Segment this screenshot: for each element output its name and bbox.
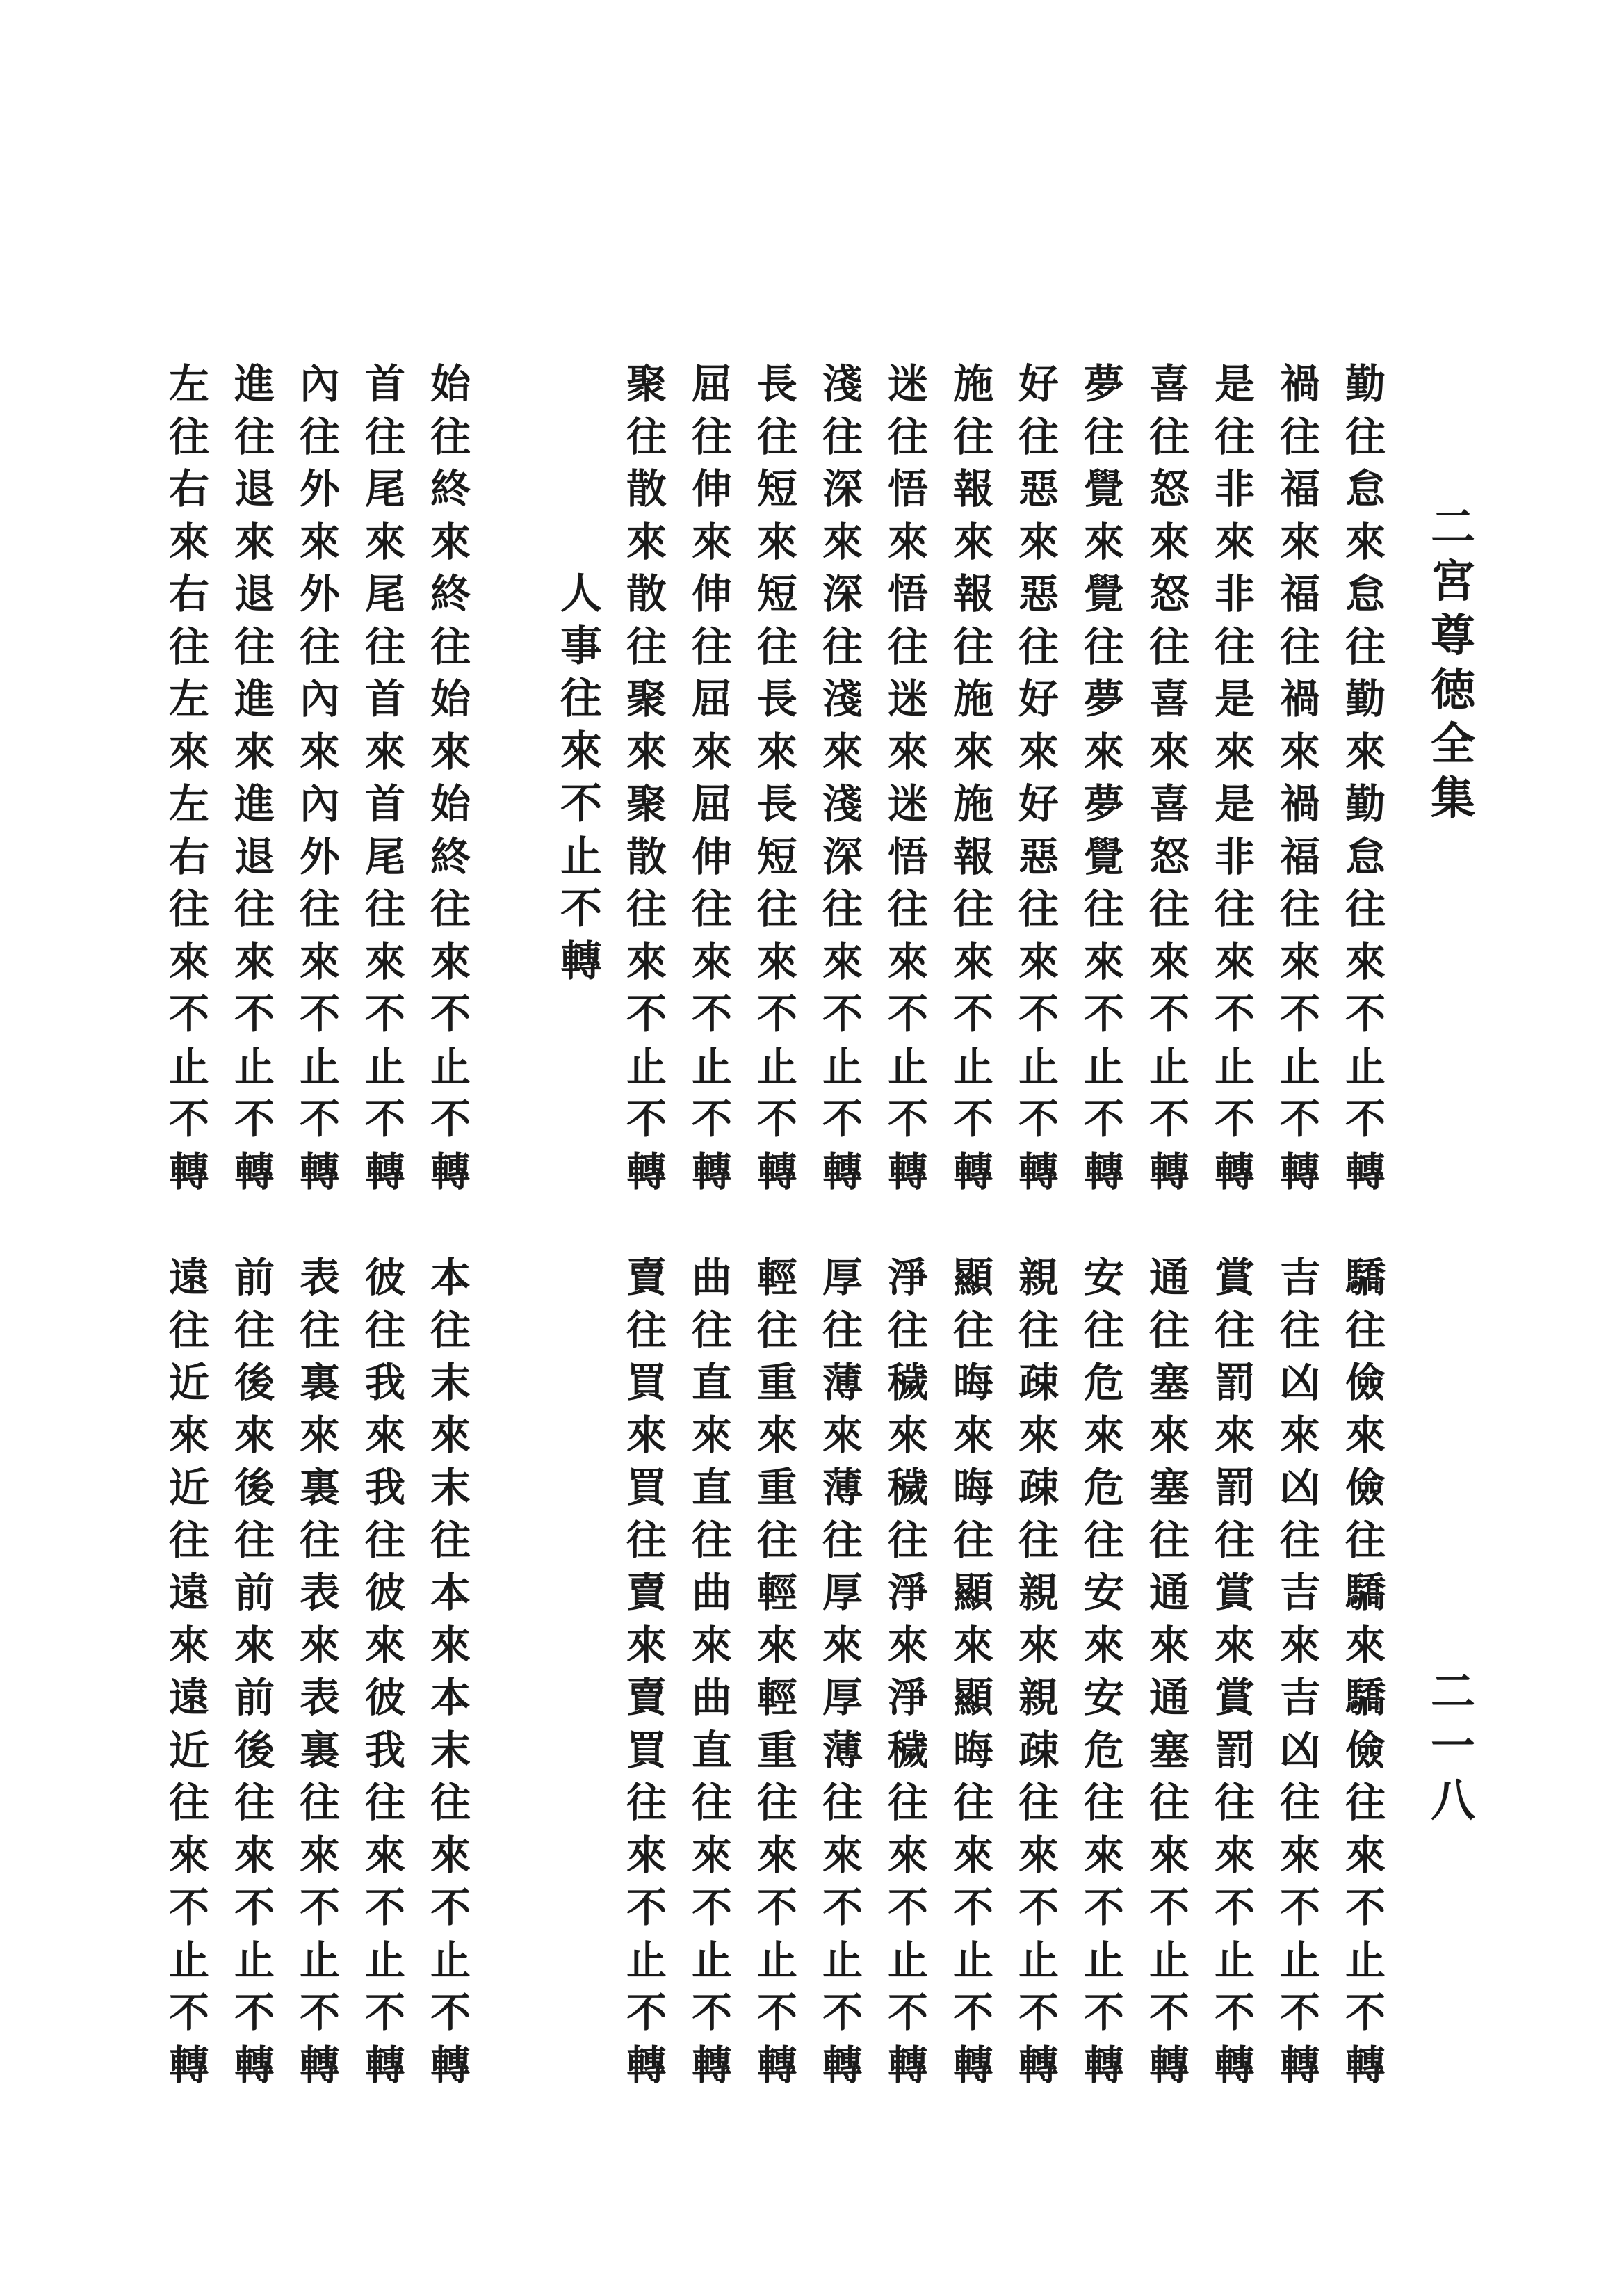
column-gap [483,358,549,1198]
text-column: 賣 往 買 來 買 往 賣 來 賣 買 往 來 不 止 不 轉 [626,1254,667,2089]
page-number: 二 一 八 [1431,1666,1475,1827]
text-block-bottom-left [156,1252,549,2092]
text-column: 遠 往 近 來 近 往 遠 來 遠 近 往 來 不 止 不 轉 [168,1254,209,2089]
text-column: 首 往 尾 來 尾 往 首 來 首 尾 往 來 不 止 不 轉 [364,360,405,1195]
column-gap [483,1252,549,2092]
text-column: 好 往 惡 來 惡 往 好 來 好 惡 往 來 不 止 不 轉 [1018,360,1059,1195]
text-column: 輕 往 重 來 重 往 輕 來 輕 重 往 來 不 止 不 轉 [756,1254,797,2089]
text-column: 勤 往 怠 來 怠 往 勤 來 勤 怠 往 來 不 止 不 轉 [1345,360,1386,1195]
text-column: 本 往 末 來 末 往 本 來 本 末 往 來 不 止 不 轉 [430,1254,471,2089]
text-column: 前 往 後 來 後 往 前 來 前 後 往 來 不 止 不 轉 [234,1254,275,2089]
text-column: 曲 往 直 來 直 往 曲 來 曲 直 往 來 不 止 不 轉 [691,1254,732,2089]
text-column: 夢 往 覺 來 覺 往 夢 來 夢 覺 往 來 不 止 不 轉 [1083,360,1124,1195]
text-column: 進 往 退 來 退 往 進 來 進 退 往 來 不 止 不 轉 [234,360,275,1195]
text-column: 長 往 短 來 短 往 長 來 長 短 往 來 不 止 不 轉 [756,360,797,1195]
section-heading: 人 事 往 來 不 止 不 轉 [560,570,602,986]
text-column: 施 往 報 來 報 往 施 來 施 報 往 來 不 止 不 轉 [952,360,993,1195]
text-column: 迷 往 悟 來 悟 往 迷 來 迷 悟 往 來 不 止 不 轉 [887,360,928,1195]
text-column: 淺 往 深 來 深 往 淺 來 淺 深 往 來 不 止 不 轉 [822,360,863,1195]
text-column: 厚 往 薄 來 薄 往 厚 來 厚 薄 往 來 不 止 不 轉 [822,1254,863,2089]
text-column: 安 往 危 來 危 往 安 來 安 危 往 來 不 止 不 轉 [1083,1254,1124,2089]
text-block-top-right [614,358,1398,1198]
text-column: 聚 往 散 來 散 往 聚 來 聚 散 往 來 不 止 不 轉 [626,360,667,1195]
running-title: 二 宮 尊 徳 全 集 [1431,501,1475,825]
text-column: 喜 往 怒 來 怒 往 喜 來 喜 怒 往 來 不 止 不 轉 [1148,360,1189,1195]
text-column: 屈 往 伸 來 伸 往 屈 來 屈 伸 往 來 不 止 不 轉 [691,360,732,1195]
text-column: 驕 往 儉 來 儉 往 驕 來 驕 儉 往 來 不 止 不 轉 [1345,1254,1386,2089]
text-column: 表 往 裏 來 裏 往 表 來 表 裏 往 來 不 止 不 轉 [299,1254,340,2089]
text-column: 親 往 疎 來 疎 往 親 來 親 疎 往 來 不 止 不 轉 [1018,1254,1059,2089]
text-column: 彼 往 我 來 我 往 彼 來 彼 我 往 來 不 止 不 轉 [364,1254,405,2089]
text-column: 是 往 非 來 非 往 是 來 是 非 往 來 不 止 不 轉 [1214,360,1255,1195]
text-column: 始 往 終 來 終 往 始 來 始 終 往 來 不 止 不 轉 [430,360,471,1195]
text-column: 通 往 塞 來 塞 往 通 來 通 塞 往 來 不 止 不 轉 [1148,1254,1189,2089]
text-column: 內 往 外 來 外 往 內 來 內 外 往 來 不 止 不 轉 [299,360,340,1195]
text-column: 淨 往 穢 來 穢 往 淨 來 淨 穢 往 來 不 止 不 轉 [887,1254,928,2089]
text-column: 賞 往 罰 來 罰 往 賞 來 賞 罰 往 來 不 止 不 轉 [1214,1254,1255,2089]
text-column: 左 往 右 來 右 往 左 來 左 右 往 來 不 止 不 轉 [168,360,209,1195]
text-column: 吉 往 凶 來 凶 往 吉 來 吉 凶 往 來 不 止 不 轉 [1279,1254,1320,2089]
text-column: 顯 往 晦 來 晦 往 顯 來 顯 晦 往 來 不 止 不 轉 [952,1254,993,2089]
text-block-bottom-right [614,1252,1398,2092]
text-block-top-left [156,358,614,1198]
text-column: 禍 往 福 來 福 往 禍 來 禍 福 往 來 不 止 不 轉 [1279,360,1320,1195]
